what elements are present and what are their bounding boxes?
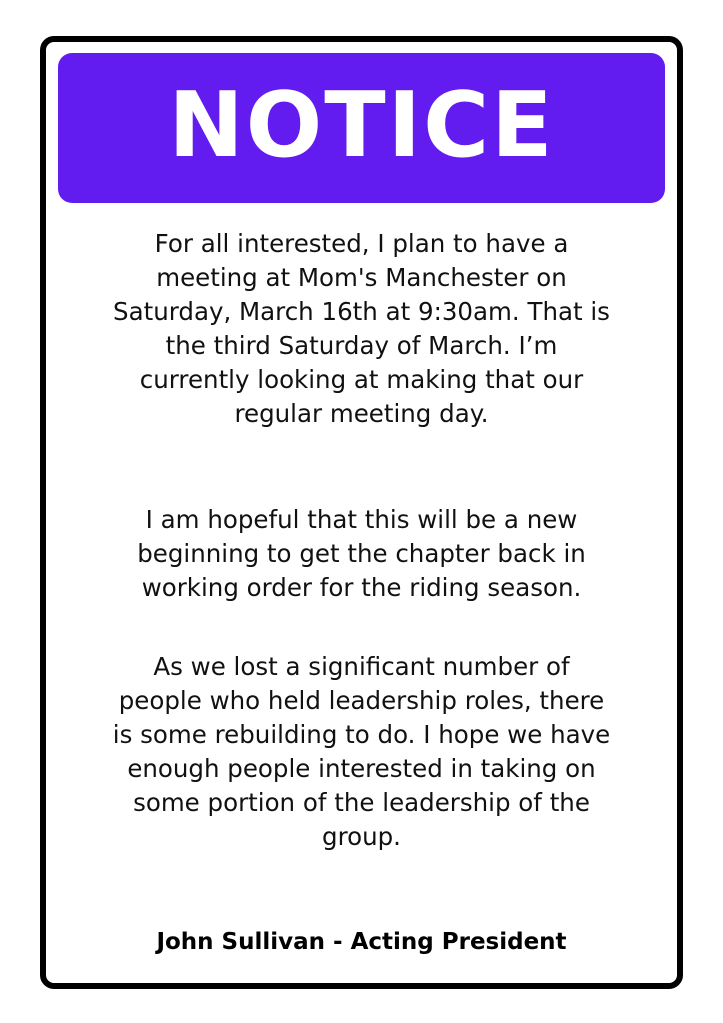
notice-banner: [58, 53, 665, 203]
text-line: For all interested, I plan to have a: [154, 229, 569, 258]
text-line: the third Saturday of March. I’m: [165, 331, 558, 360]
text-line: I am hopeful that this will be a new: [145, 505, 578, 534]
text-line: people who held leadership roles, there: [118, 686, 605, 715]
paragraph-meeting-announcement: [70, 227, 653, 431]
text-line: currently looking at making that our: [139, 365, 584, 394]
text-line: is some rebuilding to do. I hope we have: [112, 720, 611, 749]
text-line: group.: [322, 822, 401, 851]
signature: John Sullivan - Acting President: [156, 929, 567, 955]
text-line: As we lost a significant number of: [153, 652, 570, 681]
text-line: some portion of the leadership of the: [133, 788, 590, 817]
paragraph-leadership-rebuilding: [70, 650, 653, 854]
text-line: Saturday, March 16th at 9:30am. That is: [113, 297, 610, 326]
text-line: working order for the riding season.: [141, 573, 582, 602]
notice-title: NOTICE: [168, 73, 555, 178]
text-line: meeting at Mom's Manchester on: [156, 263, 567, 292]
paragraph-new-beginning: [70, 503, 653, 605]
text-line: enough people interested in taking on: [127, 754, 596, 783]
text-line: beginning to get the chapter back in: [137, 539, 586, 568]
text-line: regular meeting day.: [234, 399, 489, 428]
